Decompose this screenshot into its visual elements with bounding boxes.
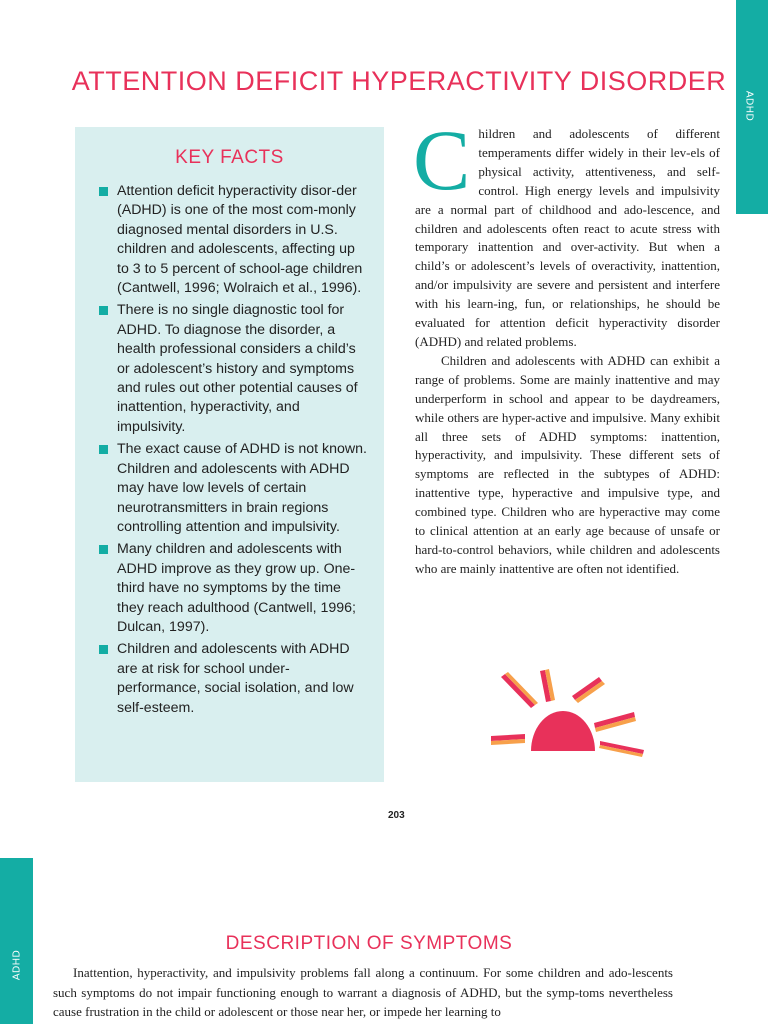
chapter-tab-top-label: ADHD xyxy=(743,90,755,122)
key-fact-text: Attention deficit hyperactivity disor-der (ADHD) is one of the most com-monly diagnosed mental disorders in U.S. children and adolescents, affecting up to 3 to 5 percent of school-age children (Cantwell, 1996; Wolraich et al., 1996). xyxy=(117,183,363,297)
key-fact-text: Children and adolescents with ADHD are at risk for school under-performance, social isolation, and low self-esteem. xyxy=(117,641,354,716)
key-fact-item xyxy=(99,440,369,537)
bullet-square-icon xyxy=(99,645,108,654)
page-number: 203 xyxy=(388,810,405,821)
bullet-square-icon xyxy=(99,306,108,315)
key-fact-text: The exact cause of ADHD is not known. Children and adolescents with ADHD may have low levels of certain neurotransmitters in brain regions controlling attention and impulsivity. xyxy=(117,441,367,535)
intro-paragraph-2: Children and adolescents with ADHD can exhibit a range of problems. Some are mainly inattentive and may underperform in school and appear to be daydreamers, while others are hyper-active and impulsive. Many exhibit all three sets of ADHD symptoms: inattention, hyperactivity, and impulsivity. These different sets of symptoms are reflected in the subtypes of ADHD: inattentive type, hyperactive and impulsive type, and combined type. Children who are hyperactive may come to clinical attention at an early age because of unsafe or hard-to-control behaviors, while children and adolescents who are mainly inattentive are often not identified. xyxy=(415,352,720,576)
key-facts-list xyxy=(99,182,369,721)
key-facts-box xyxy=(75,127,384,782)
key-fact-item xyxy=(99,540,369,637)
key-fact-item xyxy=(99,182,369,298)
key-fact-text: Many children and adolescents with ADHD improve as they grow up. One-third have no symptoms by the time they reach adulthood (Cantwell, 1996; Dulcan, 1997). xyxy=(117,541,356,635)
bullet-square-icon xyxy=(99,545,108,554)
sun-body xyxy=(531,711,595,751)
chapter-tab-bottom-label: ADHD xyxy=(11,949,23,981)
key-facts-heading: KEY FACTS xyxy=(175,147,284,168)
section-heading: DESCRIPTION OF SYMPTOMS xyxy=(225,933,513,954)
page-title: ATTENTION DEFICIT HYPERACTIVITY DISORDER xyxy=(71,66,727,96)
drop-cap: C xyxy=(413,112,471,208)
intro-paragraph-1-text: hildren and adolescents of different temperaments differ widely in their lev-els of physical activity, attentiveness, and self-control. High energy levels and impulsivity are a normal part of childhood and ado-lescence, and children and adolescents often react to acute stress with temporary inattention and over-activity. But when a child’s or adolescent’s levels of overactivity, inattention, and/or impulsivity are severe and persistent and interfere with his learn-ing, fun, or relationships, he should be evaluated for attention deficit hyperactivity disorder (ADHD) and related problems. xyxy=(415,126,720,349)
bullet-square-icon xyxy=(99,445,108,454)
intro-text xyxy=(413,112,720,579)
intro-paragraph-1 xyxy=(413,112,720,352)
sun-icon xyxy=(485,665,645,760)
key-fact-item xyxy=(99,301,369,437)
section-paragraph: Inattention, hyperactivity, and impulsivity problems fall along a continuum. For some children and ado-lescents such symptoms do not impair functioning enough to warrant a diagnosis of ADHD, but the symp-toms nevertheless cause frustration in the child or adolescent or those near her, or impede her learning to xyxy=(53,965,673,1019)
bullet-square-icon xyxy=(99,187,108,196)
section-body xyxy=(53,963,673,1022)
key-fact-item xyxy=(99,640,369,718)
key-fact-text: There is no single diagnostic tool for ADHD. To diagnose the disorder, a health professional considers a child’s or adolescent’s history and symptoms and rules out other potential causes of inattention, hyperactivity, and impulsivity. xyxy=(117,302,358,435)
